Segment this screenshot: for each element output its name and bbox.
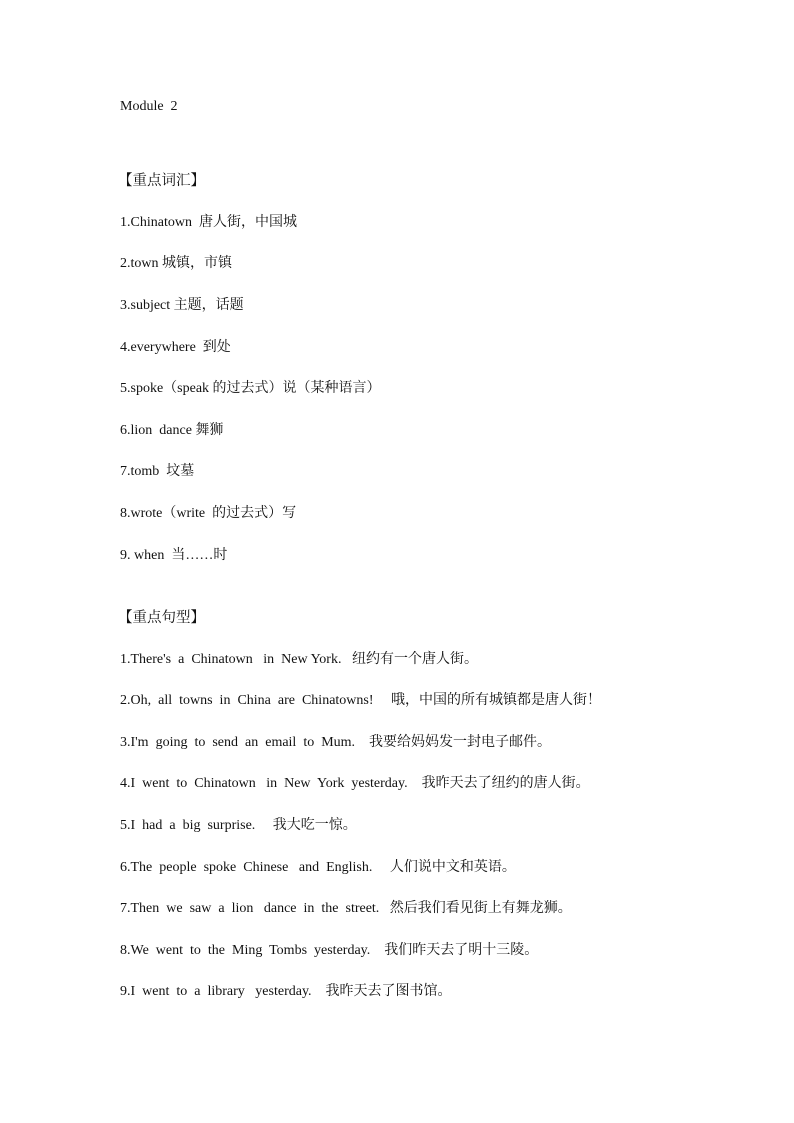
vocab-item: 1.Chinatown 唐人街，中国城	[120, 215, 297, 230]
vocab-item: 9. when 当……时	[120, 548, 228, 563]
sentence-heading: 【重点句型】	[118, 610, 205, 626]
sentence-item: 7.Then we saw a lion dance in the street. 然后我们看见街上有舞龙狮。	[120, 901, 572, 916]
vocab-item: 4.everywhere 到处	[120, 340, 231, 355]
sentence-item: 3.I'm going to send an email to Mum. 我要给妈妈发一封电子邮件。	[120, 735, 552, 750]
sentence-item: 4.I went to Chinatown in New York yesterday. 我昨天去了纽约的唐人街。	[120, 776, 590, 791]
vocab-item: 3.subject 主题，话题	[120, 298, 244, 313]
sentence-item: 6.The people spoke Chinese and English. 人们说中文和英语。	[120, 860, 516, 875]
vocab-item: 2.town 城镇，市镇	[120, 256, 232, 271]
vocab-heading: 【重点词汇】	[118, 173, 205, 189]
sentence-item: 2.Oh, all towns in China are Chinatowns! 哦，中国的所有城镇都是唐人街！	[120, 693, 602, 708]
sentence-item: 1.There's a Chinatown in New York. 纽约有一个唐人街。	[120, 652, 478, 667]
sentence-item: 5.I had a big surprise. 我大吃一惊。	[120, 818, 357, 833]
sentence-item: 8.We went to the Ming Tombs yesterday. 我们昨天去了明十三陵。	[120, 943, 539, 958]
sentence-item: 9.I went to a library yesterday. 我昨天去了图书馆。	[120, 984, 452, 999]
vocab-item: 8.wrote（write 的过去式）写	[120, 506, 297, 521]
module-title: Module 2	[120, 99, 178, 114]
vocab-item: 7.tomb 坟墓	[120, 464, 195, 479]
vocab-item: 5.spoke（speak 的过去式）说（某种语言）	[120, 381, 381, 396]
vocab-item: 6.lion dance 舞狮	[120, 423, 224, 438]
